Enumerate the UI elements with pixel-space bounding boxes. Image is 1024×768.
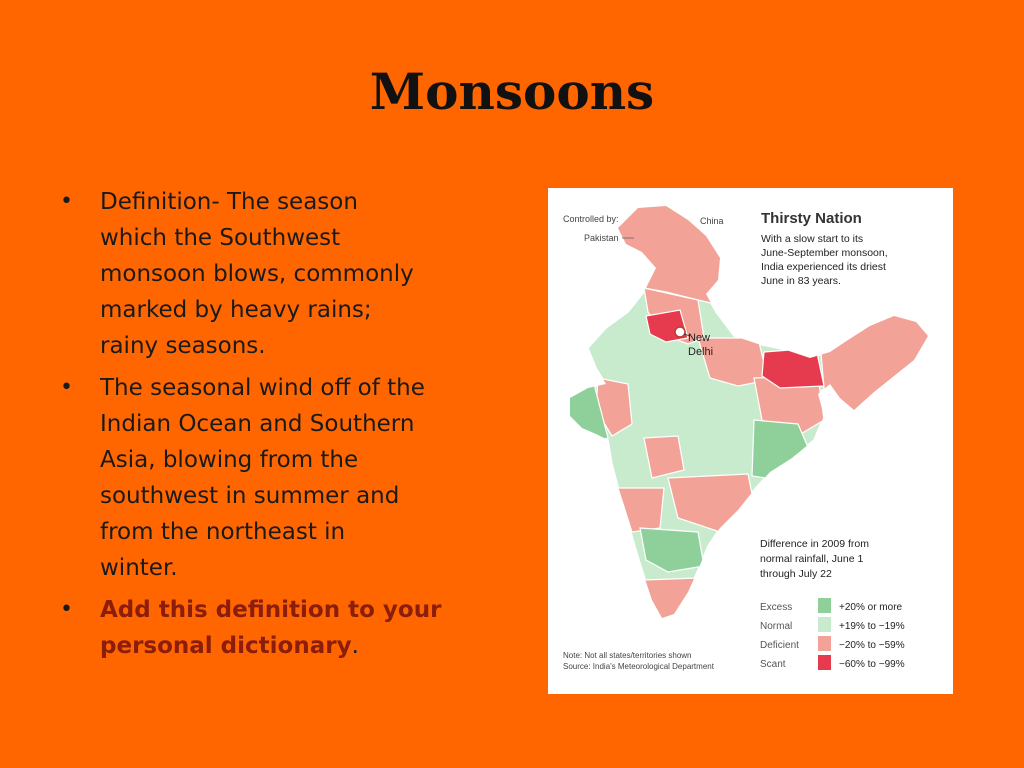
legend-swatch <box>818 636 831 651</box>
bullet-marker: • <box>60 597 73 622</box>
legend-range: −60% to −99% <box>839 659 905 670</box>
bullet-text: Definition- The season which the Southwest monsoon blows, commonly marked by heavy rains; rainy seasons. <box>100 189 414 359</box>
new-delhi-marker-icon <box>675 327 685 337</box>
map-svg <box>548 188 953 694</box>
bullet-suffix: . <box>351 633 359 659</box>
slide-title: Monsoons <box>369 62 655 121</box>
bullet-definition <box>58 184 508 364</box>
map-subtitle-line-1: With a slow start to its <box>761 233 864 245</box>
legend <box>760 598 905 670</box>
bullet-text-highlight: Add this definition to your personal dictionary <box>100 597 442 659</box>
bullet-instruction <box>58 592 508 664</box>
controlled-by-label: Controlled by: <box>563 214 619 224</box>
bullet-text: The seasonal wind off of the Indian Ocean and Southern Asia, blowing from the southwest in summer and from the northeast in winter. <box>100 375 425 581</box>
pakistan-label: Pakistan <box>584 233 619 243</box>
legend-label: Excess <box>760 602 793 613</box>
india-rainfall-map <box>548 188 953 694</box>
map-subtitle-line-2: June-September monsoon, <box>761 247 888 259</box>
region-karnataka-deficient <box>618 488 664 532</box>
map-subtitle-line-4: June in 83 years. <box>761 275 841 287</box>
map-source: Source: India's Meteorological Department <box>563 662 714 671</box>
region-bihar-scant <box>762 348 824 388</box>
city-label-delhi: Delhi <box>688 346 714 358</box>
legend-range: +20% or more <box>839 602 903 613</box>
bullet-marker: • <box>60 375 73 400</box>
difference-line-3: through July 22 <box>760 568 832 580</box>
region-northeast-deficient <box>818 298 948 428</box>
legend-range: −20% to −59% <box>839 640 905 651</box>
difference-line-1: Difference in 2009 from <box>760 538 869 550</box>
legend-label: Normal <box>760 621 793 632</box>
bullet-list <box>58 184 508 670</box>
legend-label: Deficient <box>760 640 799 651</box>
difference-line-2: normal rainfall, June 1 <box>760 553 864 565</box>
legend-swatch <box>818 655 831 670</box>
legend-swatch <box>818 617 831 632</box>
map-title: Thirsty Nation <box>761 210 862 227</box>
bullet-marker: • <box>60 189 73 214</box>
legend-swatch <box>818 598 831 613</box>
city-label-new: New <box>688 332 711 344</box>
legend-label: Scant <box>760 659 786 670</box>
china-label: China <box>700 216 724 226</box>
region-north-deficient <box>608 198 738 308</box>
map-subtitle-line-3: India experienced its driest <box>761 261 886 273</box>
region-tip-deficient <box>644 578 698 628</box>
legend-range: +19% to −19% <box>839 621 905 632</box>
bullet-seasonal-wind <box>58 370 508 586</box>
map-note: Note: Not all states/territories shown <box>563 651 692 660</box>
